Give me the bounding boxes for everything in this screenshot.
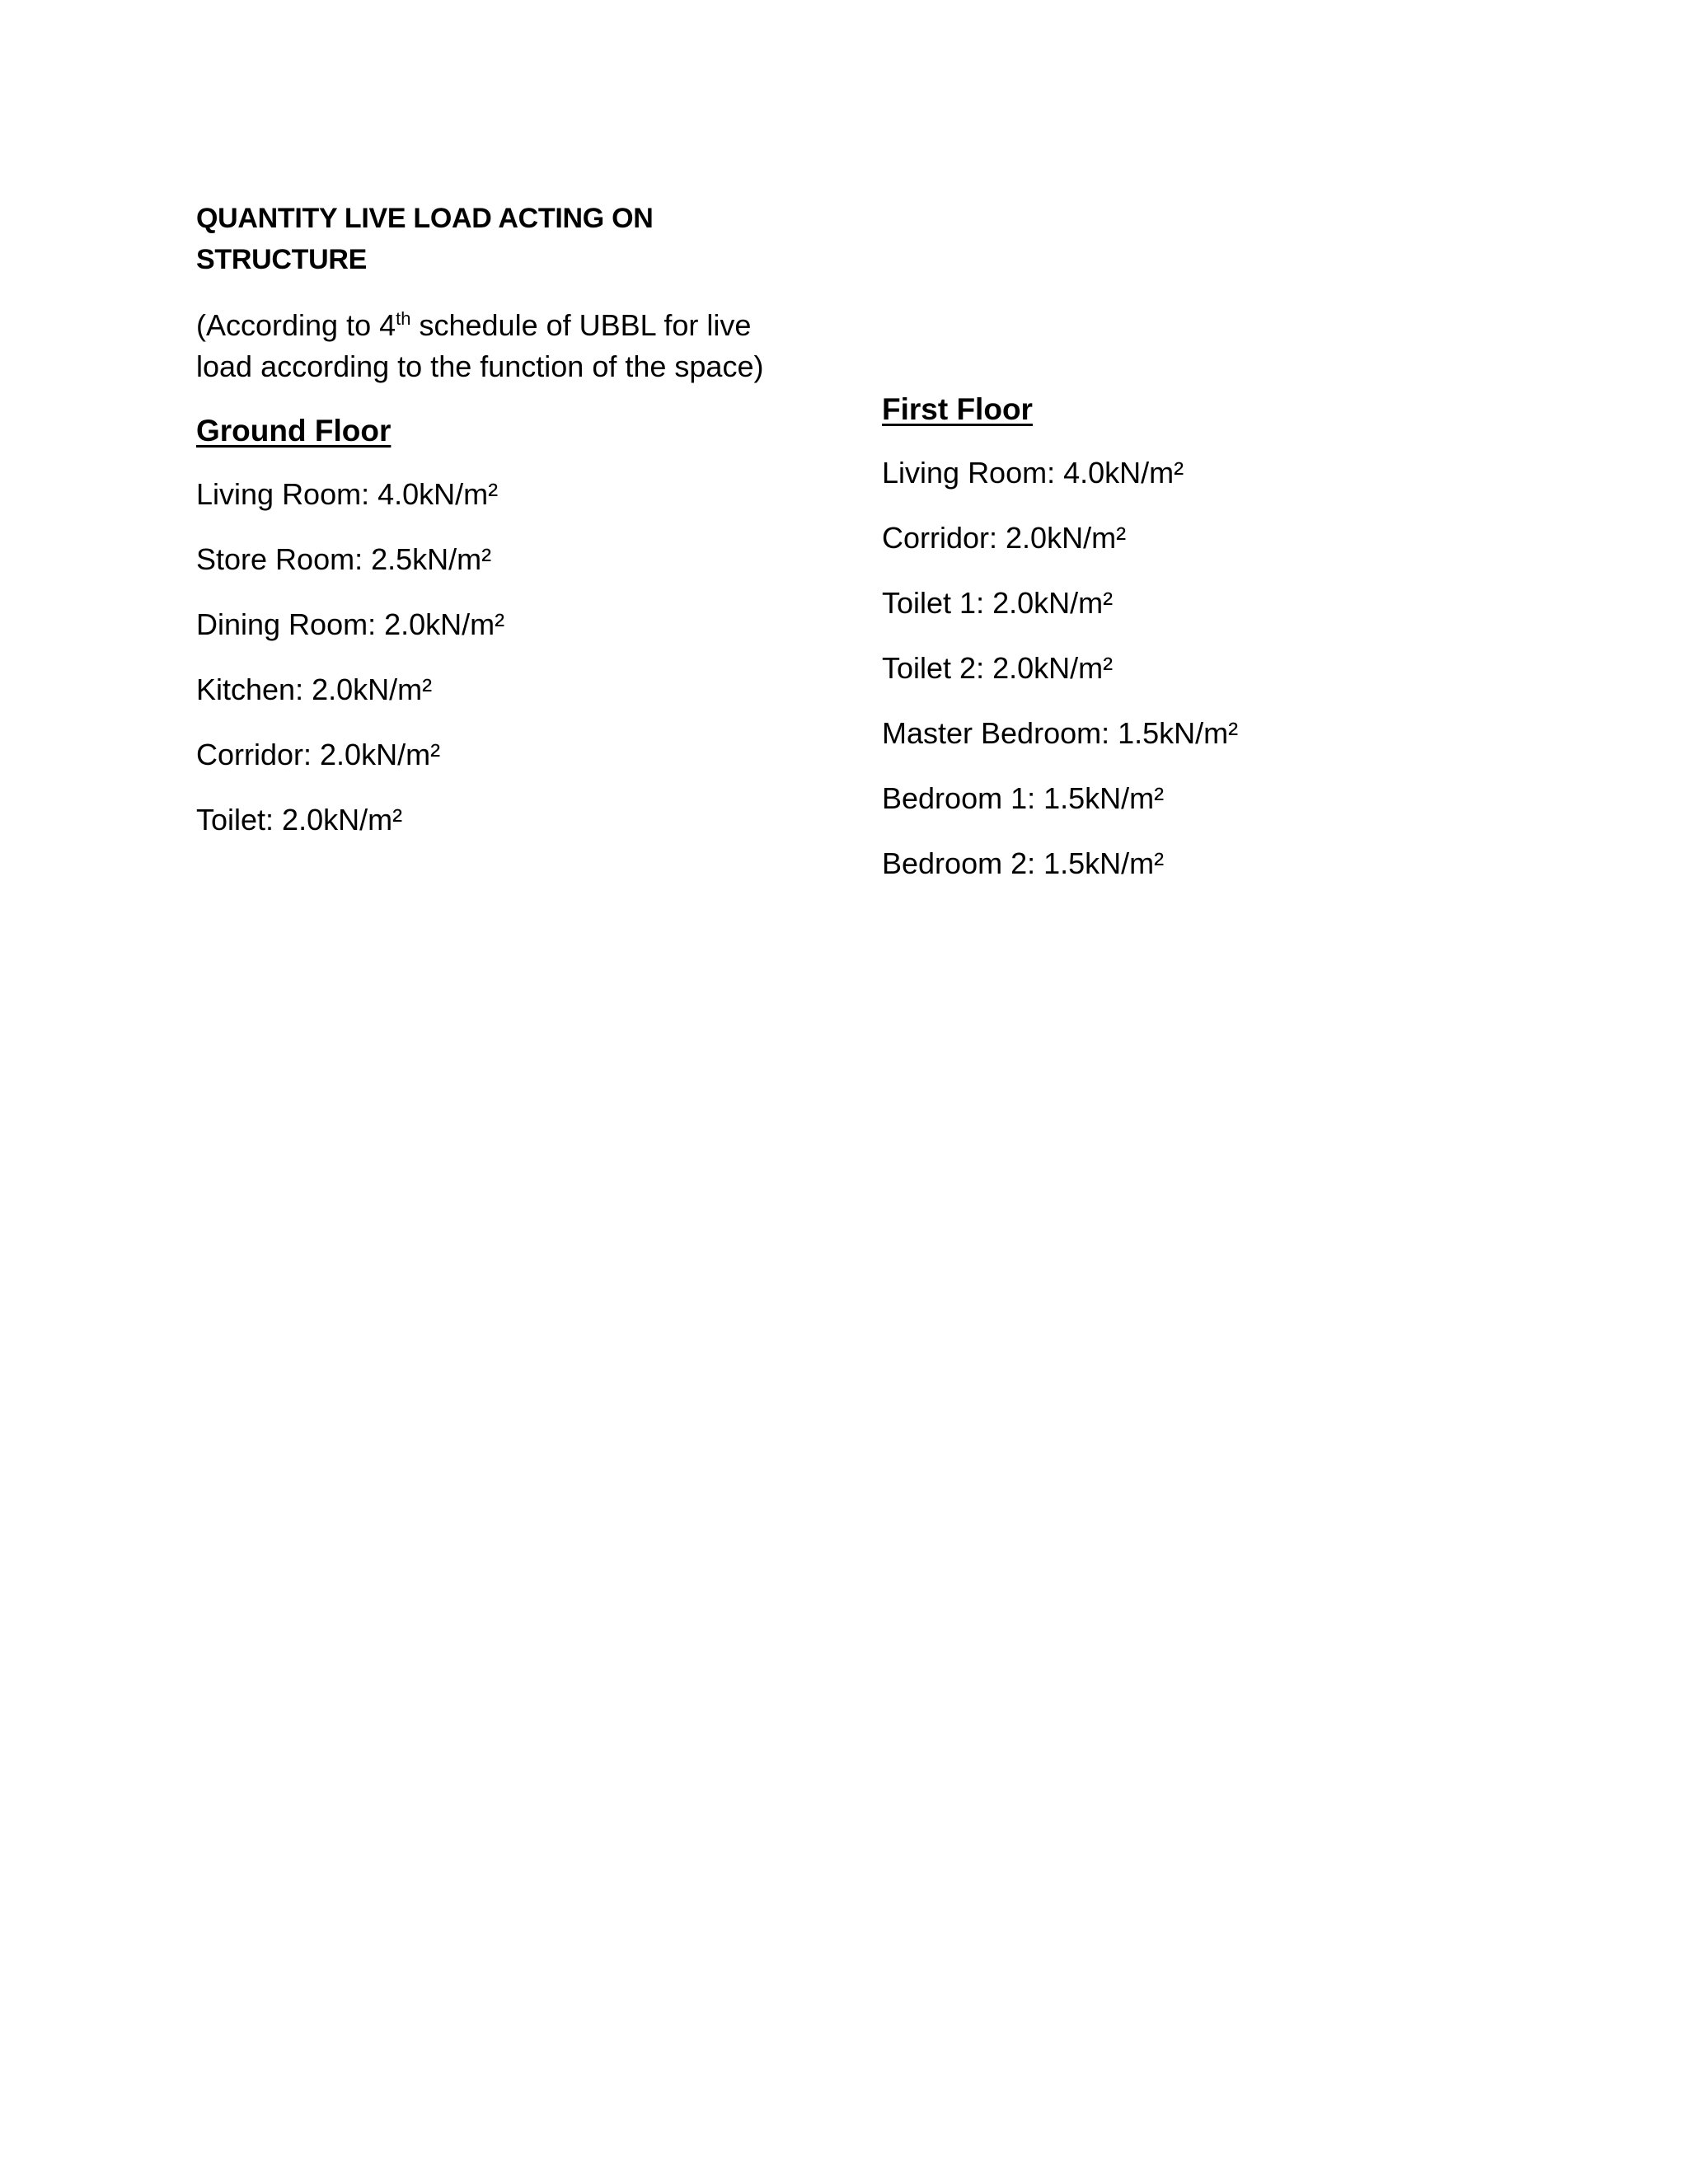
ground-floor-list xyxy=(196,474,504,865)
intro-paragraph xyxy=(196,305,823,387)
first-floor-item: Bedroom 1: 1.5kN/m² xyxy=(882,781,1165,815)
first-floor-item: Bedroom 2: 1.5kN/m² xyxy=(882,846,1165,880)
intro-text-end: schedule of UBBL for live xyxy=(410,308,752,342)
first-floor-item: Toilet 2: 2.0kN/m² xyxy=(882,651,1114,685)
document-title-line-1: QUANTITY LIVE LOAD ACTING ON xyxy=(196,203,654,234)
ground-floor-item: Toilet: 2.0kN/m² xyxy=(196,803,403,837)
intro-line-1 xyxy=(196,305,823,346)
ground-floor-heading: Ground Floor xyxy=(196,414,392,448)
first-floor-item: Living Room: 4.0kN/m² xyxy=(882,456,1184,490)
first-floor-list xyxy=(882,452,1238,908)
ground-floor-item: Kitchen: 2.0kN/m² xyxy=(196,673,433,706)
ground-floor-item: Living Room: 4.0kN/m² xyxy=(196,477,499,511)
intro-superscript: th xyxy=(396,308,411,329)
first-floor-item: Master Bedroom: 1.5kN/m² xyxy=(882,716,1239,750)
document-title xyxy=(196,198,823,280)
first-floor-item: Corridor: 2.0kN/m² xyxy=(882,521,1127,555)
intro-text-start: (According to 4 xyxy=(196,308,396,342)
ground-floor-item: Corridor: 2.0kN/m² xyxy=(196,738,441,771)
document-title-line-2: STRUCTURE xyxy=(196,244,367,275)
first-floor-heading: First Floor xyxy=(882,392,1033,426)
ground-floor-item: Store Room: 2.5kN/m² xyxy=(196,542,492,576)
intro-line-2: load according to the function of the space) xyxy=(196,349,764,383)
first-floor-item: Toilet 1: 2.0kN/m² xyxy=(882,586,1114,620)
ground-floor-item: Dining Room: 2.0kN/m² xyxy=(196,607,505,641)
